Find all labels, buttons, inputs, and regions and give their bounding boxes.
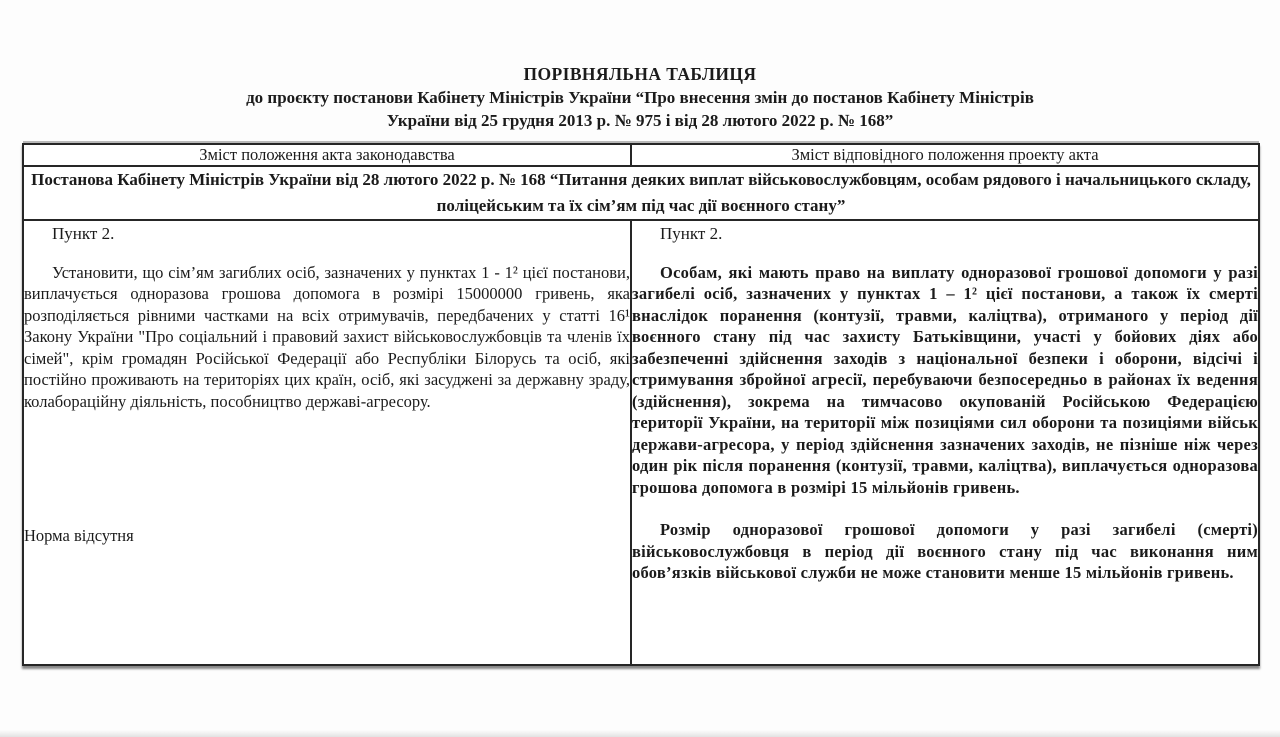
right-paragraph-1: Особам, які мають право на виплату одноразової грошової допомоги у разі загибелі осіб, зазначених у пунктах 1 – 1² цієї постанови, а також їх смерті внаслідок поранення (контузії, травми, каліцтва), отриманого у період дії воєнного стану під час захисту Батьківщини, участі у бойових діях або забезпеченні здійснення заходів з національної безпеки і оборони, відсічі і стримування збройної агресії, перебуваючи безпосередньо в районах їх ведення (здійснення), зокрема на тимчасово окупованій Російською Федерацією території України, на території між позиціями сил оборони та позиціями військ держави-агресора, у період здійснення зазначених заходів, не пізніше ніж через один рік після поранення (контузії, травми, каліцтва), виплачується одноразова грошова допомога в розмірі 15 мільйонів гривень. — [632, 262, 1258, 497]
comparison-table — [22, 143, 1260, 666]
right-column-cell — [631, 220, 1259, 665]
left-column-cell — [23, 220, 631, 665]
right-point-label: Пункт 2. — [660, 224, 723, 243]
norm-absent-label: Норма відсутня — [24, 526, 134, 545]
title-line-2: до проєкту постанови Кабінету Міністрів України “Про внесення змін до постанов Кабінету Міністрів — [246, 88, 1034, 107]
header-cell-right: Зміст відповідного положення проекту акта — [631, 144, 1259, 166]
table-body-row — [23, 220, 1259, 665]
scan-edge-artifact — [0, 730, 1280, 737]
right-paragraph-2: Розмір одноразової грошової допомоги у разі загибелі (смерті) військовослужбовця в період дії воєнного стану під час виконання ним обов’язків військової служби не може становити менше 15 мільйонів гривень. — [632, 520, 1258, 582]
document-title-block — [0, 0, 1280, 132]
header-cell-left: Зміст положення акта законодавства — [23, 144, 631, 166]
title-line-3: України від 25 грудня 2013 р. № 975 і від 28 лютого 2022 р. № 168” — [386, 111, 894, 130]
left-point-label: Пункт 2. — [52, 224, 115, 243]
table-header-row — [23, 144, 1259, 166]
act-title-row — [23, 166, 1259, 220]
left-paragraph: Установити, що сім’ям загиблих осіб, зазначених у пунктах 1 - 1² цієї постанови, виплачується одноразова грошова допомога в розмірі 15000000 гривень, яка розподіляється рівними частками на всіх отримувачів, передбачених у статті 16¹ Закону України "Про соціальний і правовий захист військовослужбовців та членів їх сімей", крім громадян Російської Федерації або Республіки Білорусь та осіб, які постійно проживають на територіях цих країн, осіб, які засуджені за державну зраду, колабораційну діяльність, пособництво державі-агресору. — [24, 262, 630, 411]
title-line-1: ПОРІВНЯЛЬНА ТАБЛИЦЯ — [523, 64, 757, 84]
act-title-cell: Постанова Кабінету Міністрів України від 28 лютого 2022 р. № 168 “Питання деяких виплат військовослужбовцям, особам рядового і начальницького складу, поліцейським та їх сім’ям під час дії воєнного стану” — [23, 166, 1259, 220]
